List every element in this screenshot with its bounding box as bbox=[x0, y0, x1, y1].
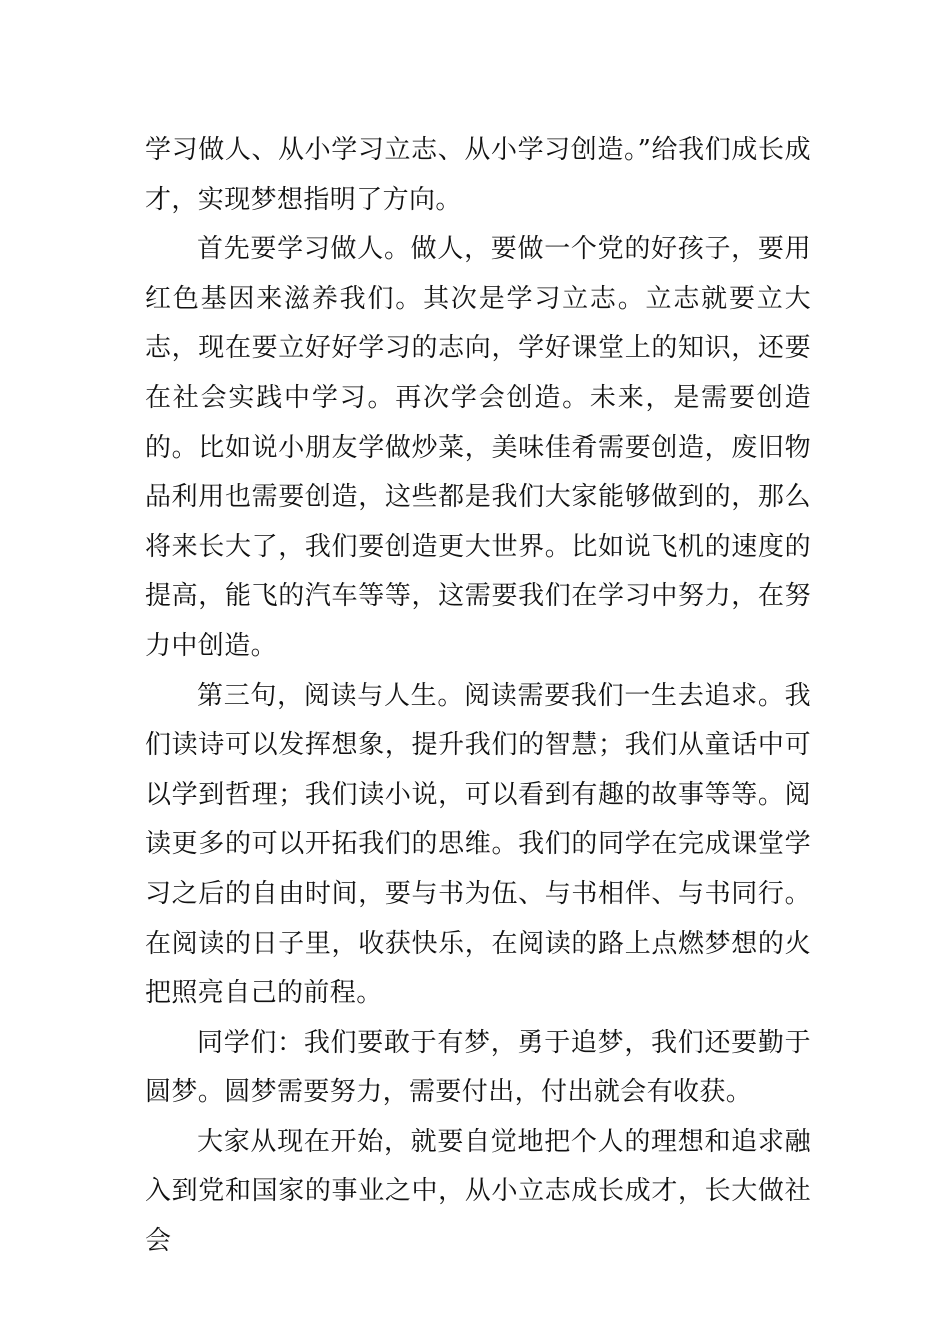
paragraph-5: 大家从现在开始，就要自觉地把个人的理想和追求融入到党和国家的事业之中，从小立志成长成才，长大做社会 bbox=[145, 1126, 811, 1257]
paragraph-1: 学习做人、从小学习立志、从小学习创造。”给我们成长成才，实现梦想指明了方向。 bbox=[145, 135, 811, 215]
document-body bbox=[145, 126, 811, 1267]
paragraph-3: 第三句，阅读与人生。阅读需要我们一生去追求。我们读诗可以发挥想象，提升我们的智慧；我们从童话中可以学到哲理；我们读小说，可以看到有趣的故事等等。阅读更多的可以开拓我们的思维。我们的同学在完成课堂学习之后的自由时间，要与书为伍、与书相伴、与书同行。在阅读的日子里，收获快乐，在阅读的路上点燃梦想的火把照亮自己的前程。 bbox=[145, 680, 811, 1009]
paragraph-4: 同学们：我们要敢于有梦，勇于追梦，我们还要勤于圆梦。圆梦需要努力，需要付出，付出就会有收获。 bbox=[145, 1027, 811, 1108]
paragraph-2: 首先要学习做人。做人，要做一个党的好孩子，要用红色基因来滋养我们。其次是学习立志。立志就要立大志，现在要立好好学习的志向，学好课堂上的知识，还要在社会实践中学习。再次学会创造。未来，是需要创造的。比如说小朋友学做炒菜，美味佳肴需要创造，废旧物品利用也需要创造，这些都是我们大家能够做到的，那么将来长大了，我们要创造更大世界。比如说飞机的速度的提高，能飞的汽车等等，这需要我们在学习中努力，在努力中创造。 bbox=[145, 234, 811, 661]
